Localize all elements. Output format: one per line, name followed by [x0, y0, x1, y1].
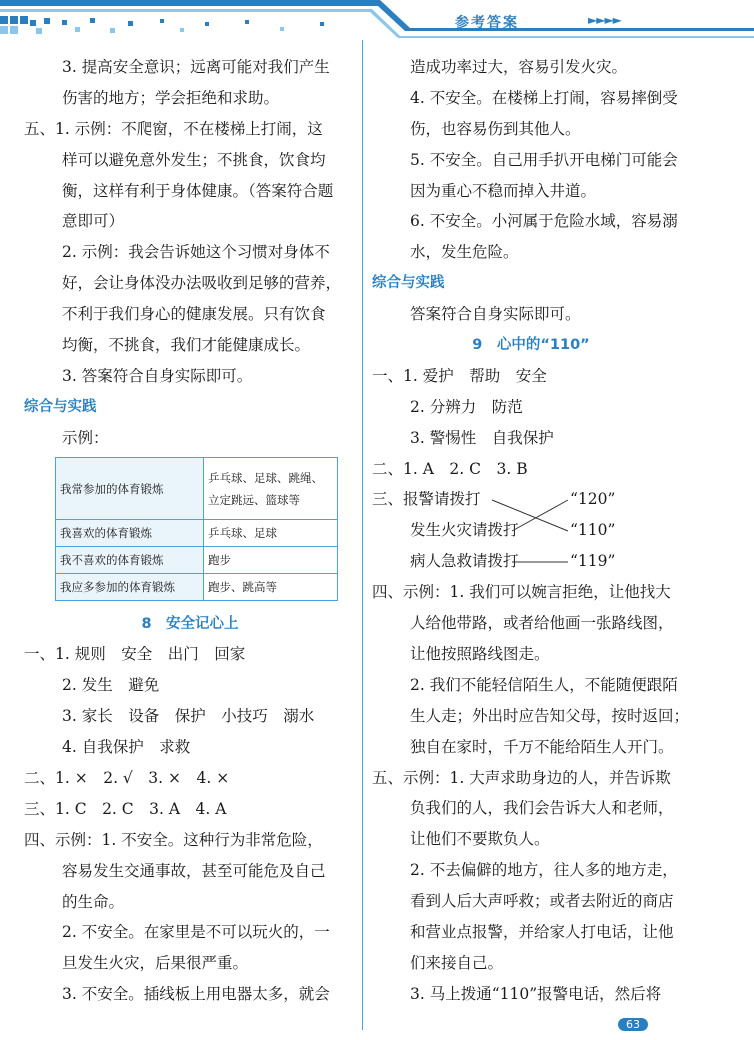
text-line: 的生命。 [62, 892, 125, 911]
left-text-block [24, 52, 356, 454]
text-line: 让他们不要欺负人。 [410, 830, 550, 849]
text-line: 五、示例：1. 大声求助身边的人，并告诉欺 [372, 768, 671, 787]
lesson-title: 8 安全记心上 [141, 615, 239, 632]
text-line: 3. 提高安全意识；远离可能对我们产生 [62, 58, 330, 76]
text-line: 4. 自我保护 求救 [62, 738, 191, 757]
text-line: 因为重心不稳而掉入井道。 [410, 181, 597, 200]
table-cell-value: 乒乓球、足球 [204, 520, 338, 547]
section-heading: 综合与实践 [24, 398, 97, 415]
text-line: 样可以避免意外发生；不挑食，饮食均 [62, 150, 326, 169]
text-line: 独自在家时，千万不能给陌生人开门。 [410, 737, 674, 756]
match-right-1: “120” [570, 490, 616, 509]
table-row [56, 574, 338, 601]
text-line: 示例： [62, 428, 109, 447]
text-line: 旦发生火灾，后果很严重。 [62, 954, 249, 973]
text-line: 伤，也容易伤到其他人。 [410, 119, 581, 138]
text-line: 2. 不安全。在家里是不可以玩火的，一 [62, 923, 330, 942]
text-line: 看到人后大声呼救；或者去附近的商店 [410, 892, 674, 911]
text-line: 和营业点报警，并给家人打电话，让他 [410, 922, 674, 941]
text-line: 一、1. 爱护 帮助 安全 [372, 366, 547, 385]
text-line: 3. 警惕性 自我保护 [410, 428, 554, 447]
text-line: 3. 马上拨通“110”报警电话，然后将 [410, 984, 662, 1003]
text-line: 2. 示例：我会告诉她这个习惯对身体不 [62, 243, 330, 262]
header-arrows: ►►►► [588, 13, 621, 27]
header-banner [0, 0, 754, 48]
text-line: 3. 不安全。插线板上用电器太多，就会 [62, 985, 330, 1004]
match-right-3: “119” [570, 552, 616, 571]
text-line: 5. 不安全。自己用手扒开电梯门可能会 [410, 150, 678, 169]
right-text-block-2 [372, 577, 690, 1009]
text-line: 4. 不安全。在楼梯上打闹，容易摔倒受 [410, 88, 678, 107]
match-left-3: 病人急救请拨打 [410, 552, 519, 571]
table-cell-label: 我不喜欢的体育锻炼 [56, 547, 204, 574]
column-divider [362, 40, 363, 1030]
text-line: 意即可） [62, 212, 125, 231]
text-line: 二、1. A 2. C 3. B [372, 459, 528, 478]
text-line: 均衡，不挑食，我们才能健康成长。 [62, 336, 311, 355]
text-line: 五、1. 示例：不爬窗，不在楼梯上打闹，这 [24, 119, 323, 138]
text-line: 水，发生危险。 [410, 243, 519, 262]
match-left-2: 发生火灾请拨打 [410, 521, 519, 540]
text-line: 容易发生交通事故，甚至可能危及自己 [62, 861, 326, 880]
text-line: 答案符合自身实际即可。 [410, 305, 581, 324]
table-row [56, 458, 338, 520]
text-line: 一、1. 规则 安全 出门 回家 [24, 645, 246, 664]
text-line: 好，会让身体没办法吸收到足够的营养， [62, 274, 342, 293]
table-cell-label: 我喜欢的体育锻炼 [56, 520, 204, 547]
text-line: 造成功率过大，容易引发火灾。 [410, 58, 628, 76]
sports-table [55, 457, 338, 601]
table-cell-value: 跑步、跳高等 [204, 574, 338, 601]
text-line: 3. 答案符合自身实际即可。 [62, 366, 253, 385]
match-left-1: 三、报警请拨打 [372, 490, 481, 509]
text-line: 2. 发生 避免 [62, 676, 160, 695]
page-header [0, 0, 754, 48]
text-line: 四、示例：1. 不安全。这种行为非常危险， [24, 830, 323, 849]
table-cell-label: 我常参加的体育锻炼 [56, 458, 204, 520]
table-row [56, 520, 338, 547]
text-line: 衡，这样有利于身体健康。（答案符合题 [62, 181, 334, 200]
right-text-block [372, 52, 690, 484]
left-text-block-2 [24, 609, 356, 1011]
text-line: 让他按照路线图走。 [410, 644, 550, 663]
match-right-2: “110” [570, 521, 616, 540]
table-cell-value: 跑步 [204, 547, 338, 574]
match-lines [490, 484, 570, 577]
text-line: 们来接自己。 [410, 953, 504, 972]
text-line: 不利于我们身心的健康发展。只有饮食 [62, 305, 326, 324]
table-cell-value: 乒乓球、足球、跳绳、立定跳远、篮球等 [204, 458, 338, 520]
table-row [56, 547, 338, 574]
text-line: 四、示例：1. 我们可以婉言拒绝，让他找大 [372, 583, 671, 602]
text-line: 伤害的地方；学会拒绝和求助。 [62, 88, 280, 107]
text-line: 负我们的人，我们会告诉大人和老师， [410, 799, 674, 818]
text-line: 人给他带路，或者给他画一张路线图， [410, 614, 674, 633]
text-line: 6. 不安全。小河属于危险水域，容易溺 [410, 212, 678, 231]
text-line: 2. 我们不能轻信陌生人，不能随便跟陌 [410, 675, 678, 694]
table-cell-label: 我应多参加的体育锻炼 [56, 574, 204, 601]
text-line: 3. 家长 设备 保护 小技巧 溺水 [62, 707, 315, 726]
section-heading: 综合与实践 [372, 275, 445, 292]
header-title: 参考答案 [455, 15, 519, 31]
text-line: 2. 分辨力 防范 [410, 397, 523, 416]
page-number: 63 [618, 1018, 648, 1031]
lesson-title: 9 心中的“110” [472, 337, 590, 354]
text-line: 三、1. C 2. C 3. A 4. A [24, 799, 227, 818]
text-line: 二、1. × 2. √ 3. × 4. × [24, 769, 230, 788]
right-column [372, 52, 690, 1010]
text-line: 2. 不去偏僻的地方，往人多的地方走， [410, 861, 678, 880]
matching-block [372, 484, 690, 577]
text-line: 生人走；外出时应告知父母，按时返回； [410, 706, 690, 725]
